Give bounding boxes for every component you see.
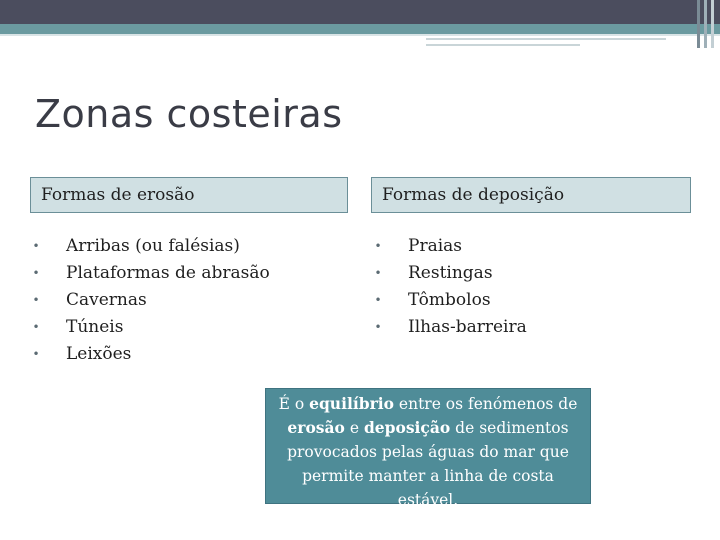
bullet-icon: • — [374, 320, 382, 334]
note-keyword-erosao: erosão — [287, 418, 345, 437]
decorative-stripe — [426, 38, 666, 40]
list-item — [30, 341, 270, 368]
list-item-label: Cavernas — [66, 290, 147, 310]
note-text-part: de sedimentos provocados pelas águas do mar que permite manter a linha de costa estável. — [287, 419, 569, 509]
bullet-icon: • — [374, 293, 382, 307]
bullet-icon: • — [374, 239, 382, 253]
note-text-part: e — [344, 419, 364, 437]
slide-title: Zonas costeiras — [35, 92, 343, 136]
note-text-part: entre os fenómenos de — [393, 395, 578, 413]
decorative-stripe — [426, 44, 580, 46]
list-item-label: Praias — [408, 236, 462, 256]
list-item — [30, 287, 270, 314]
erosion-forms-list — [30, 233, 270, 368]
top-accent-bar — [0, 24, 720, 34]
list-item-label: Restingas — [408, 263, 493, 283]
decorative-vertical-stripe — [704, 0, 707, 48]
definition-note-box — [265, 388, 591, 509]
list-item-label: Leixões — [66, 344, 132, 364]
bullet-icon: • — [32, 347, 40, 361]
list-item — [372, 287, 527, 314]
note-text-part: É o — [278, 395, 310, 413]
bullet-icon: • — [32, 320, 40, 334]
bullet-icon: • — [32, 266, 40, 280]
list-item — [30, 260, 270, 287]
list-item-label: Plataformas de abrasão — [66, 263, 270, 283]
list-item-label: Arribas (ou falésias) — [66, 236, 240, 256]
list-item — [30, 233, 270, 260]
list-item — [372, 233, 527, 260]
list-item — [30, 314, 270, 341]
top-divider-line — [0, 34, 720, 36]
deposition-column-header: Formas de deposição — [371, 177, 691, 213]
list-item — [372, 260, 527, 287]
deposition-forms-list — [372, 233, 527, 341]
decorative-vertical-stripe — [711, 0, 714, 48]
list-item-label: Ilhas-barreira — [408, 317, 527, 337]
top-decorative-bar — [0, 0, 720, 24]
note-keyword-deposicao: deposição — [363, 418, 451, 437]
decorative-vertical-stripe — [697, 0, 700, 48]
bullet-icon: • — [32, 293, 40, 307]
list-item-label: Túneis — [66, 317, 124, 337]
list-item-label: Tômbolos — [408, 290, 491, 310]
erosion-column-header: Formas de erosão — [30, 177, 348, 213]
list-item — [372, 314, 527, 341]
note-keyword-equilibrio: equilíbrio — [309, 394, 394, 413]
bullet-icon: • — [374, 266, 382, 280]
bullet-icon: • — [32, 239, 40, 253]
